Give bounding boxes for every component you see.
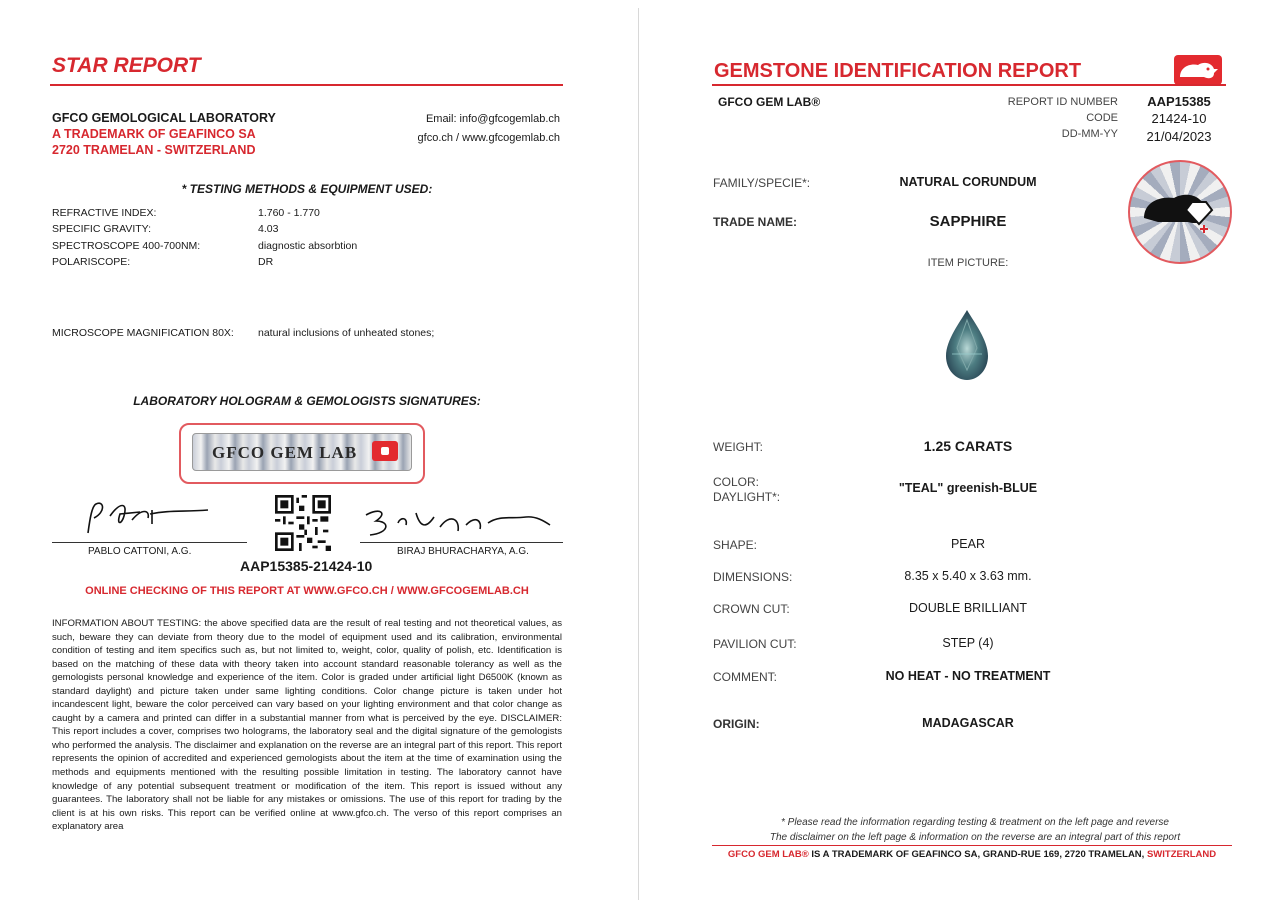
crown-cut-value: DOUBLE BRILLIANT — [908, 601, 1028, 615]
method-label: REFRACTIVE INDEX: — [52, 207, 157, 219]
footer-text: IS A TRADEMARK OF GEAFINCO SA, GRAND-RUE 169, 2720 TRAMELAN, — [811, 849, 1145, 860]
gemstone-image — [944, 308, 990, 382]
meta-label: CODE — [1086, 112, 1118, 124]
comment-value: NO HEAT - NO TREATMENT — [885, 669, 1051, 683]
footer-divider — [712, 845, 1232, 846]
weight-label: WEIGHT: — [713, 440, 763, 454]
report-id-value: AAP15385 — [1147, 94, 1211, 109]
rhino-seal-icon — [1130, 162, 1230, 262]
method-value: 1.760 - 1.770 — [258, 207, 320, 219]
footnote-line1: * Please read the information regarding testing & treatment on the left page and reverse — [780, 817, 1169, 828]
family-value: NATURAL CORUNDUM — [899, 175, 1037, 189]
weight-value: 1.25 CARATS — [923, 438, 1013, 454]
lab-trademark: A TRADEMARK OF GEAFINCO SA — [52, 127, 256, 141]
gfco-logo-icon — [372, 441, 398, 461]
title-underline-right — [712, 84, 1226, 86]
title-underline — [50, 84, 563, 86]
microscope-value: natural inclusions of unheated stones; — [258, 327, 435, 339]
meta-label: DD-MM-YY — [1061, 128, 1118, 140]
signature-line-left — [52, 542, 247, 543]
footer-trademark — [712, 849, 1232, 860]
item-picture-label: ITEM PICTURE: — [927, 257, 1009, 269]
meta-label: REPORT ID NUMBER — [1007, 96, 1118, 108]
signatory-right: BIRAJ BHURACHARYA, A.G. — [397, 546, 529, 557]
footer-brand: GFCO GEM LAB® — [727, 849, 809, 860]
gfco-logo-icon — [1174, 55, 1222, 85]
pavilion-cut-label: PAVILION CUT: — [713, 637, 797, 651]
signature-cattoni — [80, 498, 220, 540]
trade-name-label: TRADE NAME: — [713, 215, 797, 229]
color-label — [713, 475, 780, 505]
microscope-label: MICROSCOPE MAGNIFICATION 80X: — [52, 327, 234, 339]
pavilion-cut-value: STEP (4) — [942, 636, 994, 650]
contact-block — [418, 110, 560, 148]
comment-label: COMMENT: — [713, 670, 777, 684]
dimensions-value: 8.35 x 5.40 x 3.63 mm. — [904, 569, 1032, 583]
color-label-line1: COLOR: — [713, 475, 760, 489]
color-value: "TEAL" greenish-BLUE — [898, 481, 1038, 495]
method-label: POLARISCOPE: — [52, 256, 131, 268]
footer-country: SWITZERLAND — [1146, 849, 1217, 860]
date-value: 21/04/2023 — [1146, 129, 1212, 144]
contact-email[interactable]: Email: info@gfcogemlab.ch — [425, 113, 560, 125]
method-value: diagnostic absorbtion — [258, 240, 358, 252]
report-title: STAR REPORT — [52, 54, 201, 77]
crown-cut-label: CROWN CUT: — [713, 602, 790, 616]
code-value: 21424-10 — [1151, 111, 1207, 126]
signature-bhuracharya — [360, 503, 560, 543]
hologram-title: LABORATORY HOLOGRAM & GEMOLOGISTS SIGNATURES: — [133, 394, 481, 408]
origin-value: MADAGASCAR — [922, 716, 1014, 730]
methods-title: * TESTING METHODS & EQUIPMENT USED: — [181, 182, 433, 196]
footnote-line2: The disclaimer on the left page & information on the reverse are an integral part of this report — [769, 832, 1181, 843]
color-label-line2: DAYLIGHT*: — [713, 490, 781, 504]
page-fold-divider — [638, 8, 639, 900]
certificate-id: AAP15385-21424-10 — [240, 558, 373, 574]
rhino-logo-icon — [1174, 55, 1222, 85]
hologram-text: GFCO GEM LAB — [212, 443, 358, 462]
method-value: 4.03 — [258, 223, 279, 235]
qr-code-icon[interactable] — [275, 495, 331, 551]
lab-address: 2720 TRAMELAN - SWITZERLAND — [52, 143, 256, 157]
method-label: SPECIFIC GRAVITY: — [52, 223, 151, 235]
origin-label: ORIGIN: — [713, 717, 760, 731]
testing-information-text: INFORMATION ABOUT TESTING: the above specified data are the result of real testing and not theoretical values, as such, beware they can deviate from theory due to the model of equipment used and its calibration, environmental condition of testing and item specifics such as, but not limited to, weight, color, quality of polish, etc. Identification is based on the matching of these data with theory taken into account standard reasonable tolerancy as well as the gemologists personal knowledge and experience of the item. Color is graded under artificial light D6500K (known as standard daylight) and picture taken under same lighting conditions. Color change picture is taken under hot incandescent light, beware the color perceived can vary based on your lighting environment and that color change as caught by a camera and printed can differ in a substantial manner from what is perceived by the eye. DISCLAIMER: This report includes a cover, comprises two holograms, the laboratory seal and the digital signature of the gemologists who performed the analysis. The disclaimer and explanation on the reverse are an integral part of this report. This report represents the opinion of accredited and experienced gemologists about the item at the time of examination using the methods and equipments mentioned with the resulting possible limitation in testing. The laboratory cannot have knowledge of any potential subsequent treatment or modification of the item. This report is issued without any guarantees. The laboratory shall not be liable for any mistakes or omissions. The use of this report for trading by the client is at his own risks. This report can be verified online at www.gfco.ch. The verso of this report comprises an explanatory area — [52, 618, 562, 833]
trade-name-value: SAPPHIRE — [929, 213, 1007, 230]
footnote — [720, 815, 1230, 845]
shape-label: SHAPE: — [713, 538, 758, 552]
gemstone-report-title: GEMSTONE IDENTIFICATION REPORT — [714, 60, 1082, 82]
method-label: SPECTROSCOPE 400-700NM: — [52, 240, 201, 252]
signatory-left: PABLO CATTONI, A.G. — [88, 546, 192, 557]
contact-web[interactable]: gfco.ch / www.gfcogemlab.ch — [417, 132, 560, 144]
online-check-link[interactable]: ONLINE CHECKING OF THIS REPORT AT WWW.GFCO.CH / WWW.GFCOGEMLAB.CH — [85, 585, 529, 597]
hologram-seal-icon — [1128, 160, 1232, 264]
dimensions-label: DIMENSIONS: — [713, 570, 793, 584]
method-value: DR — [258, 256, 274, 268]
lab-name: GFCO GEMOLOGICAL LABORATORY — [52, 111, 276, 125]
lab-address-block — [52, 110, 276, 158]
lab-short-name: GFCO GEM LAB® — [718, 95, 821, 109]
shape-value: PEAR — [950, 537, 986, 551]
signature-line-right — [360, 542, 563, 543]
family-label: FAMILY/SPECIE*: — [713, 176, 811, 190]
